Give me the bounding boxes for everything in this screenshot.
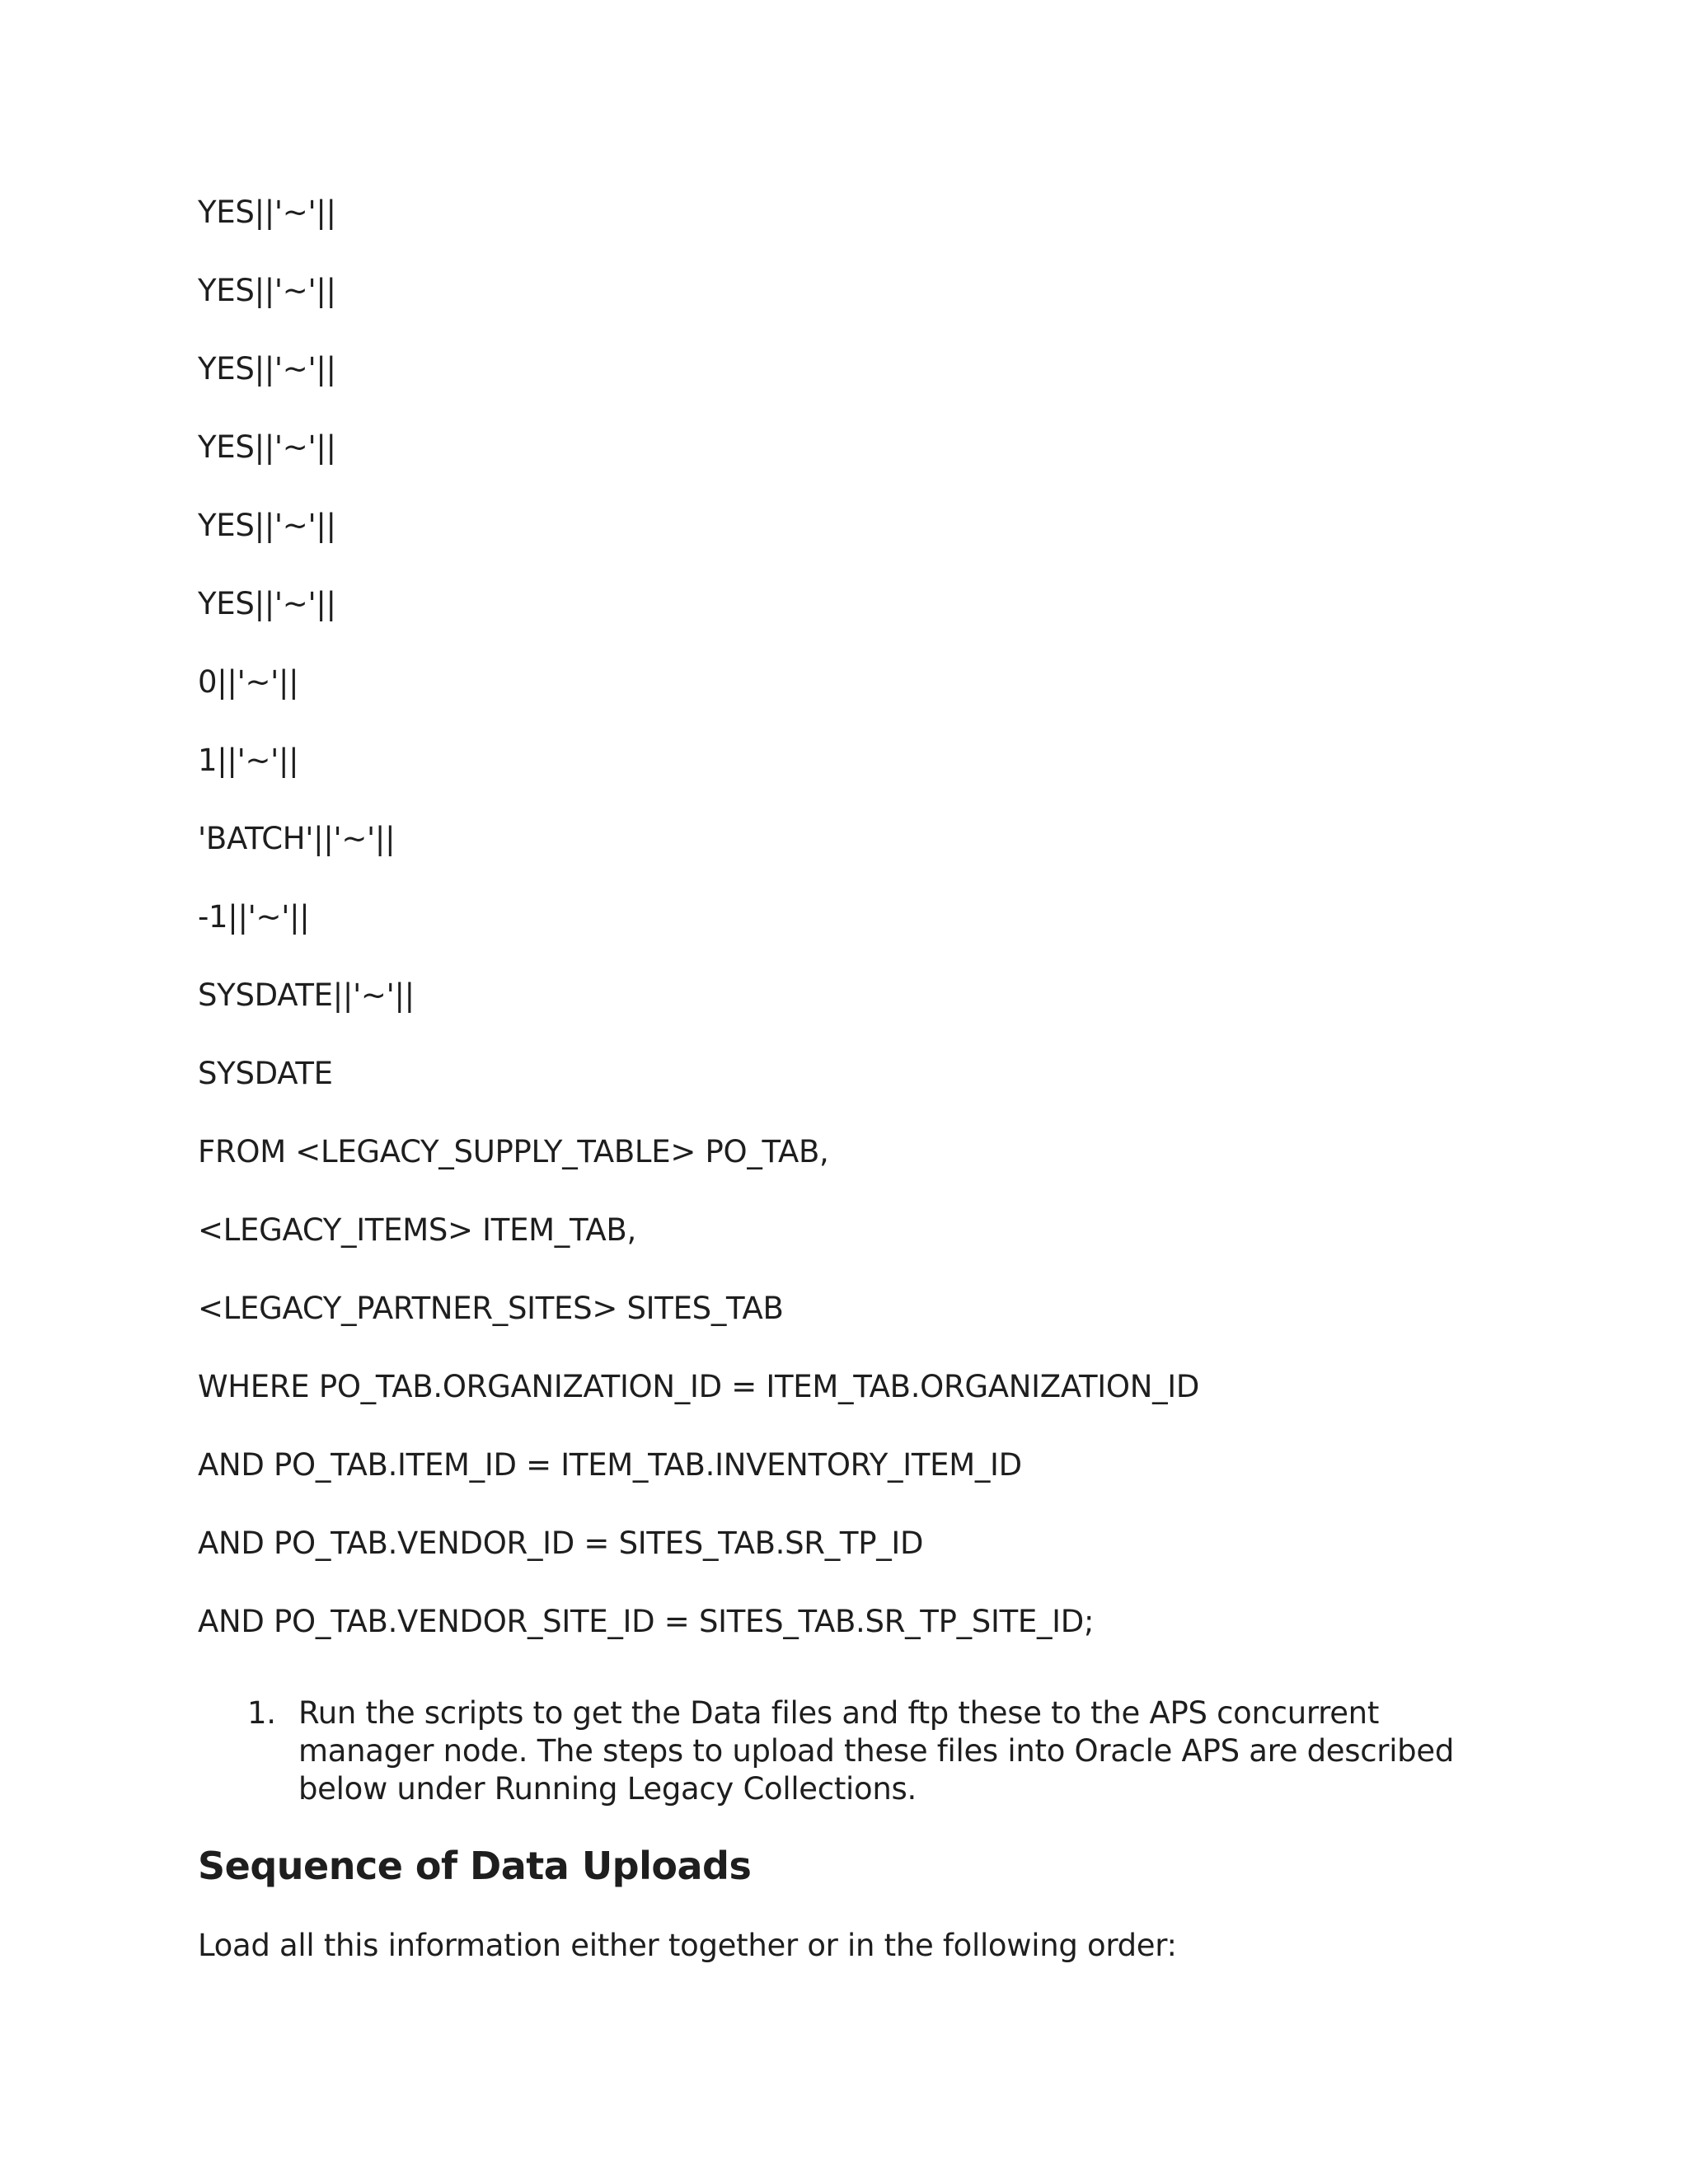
list-item xyxy=(198,1694,1484,1808)
code-line: YES||'~'|| xyxy=(198,273,336,308)
step-number: 1. xyxy=(247,1695,276,1731)
code-line: YES||'~'|| xyxy=(198,586,336,621)
step-text: Run the scripts to get the Data files and ftp these to the APS concurrent manager node. The steps to upload these files into Oracle APS are described below under Running Legacy Collections. xyxy=(298,1695,1455,1807)
code-line: 1||'~'|| xyxy=(198,743,299,778)
section-heading: Sequence of Data Uploads xyxy=(198,1844,752,1888)
code-line: YES||'~'|| xyxy=(198,194,336,230)
code-line: AND PO_TAB.VENDOR_SITE_ID = SITES_TAB.SR_TP_SITE_ID; xyxy=(198,1604,1095,1639)
code-line: -1||'~'|| xyxy=(198,899,310,935)
code-line: 'BATCH'||'~'|| xyxy=(198,821,396,856)
code-line: 0||'~'|| xyxy=(198,664,299,700)
code-line: YES||'~'|| xyxy=(198,429,336,465)
body-paragraph: Load all this information either together or in the following order: xyxy=(198,1928,1177,1963)
code-line: FROM <LEGACY_SUPPLY_TABLE> PO_TAB, xyxy=(198,1134,829,1169)
code-line: YES||'~'|| xyxy=(198,351,336,387)
code-line: WHERE PO_TAB.ORGANIZATION_ID = ITEM_TAB.ORGANIZATION_ID xyxy=(198,1369,1200,1404)
code-line: <LEGACY_PARTNER_SITES> SITES_TAB xyxy=(198,1291,784,1326)
code-line: AND PO_TAB.ITEM_ID = ITEM_TAB.INVENTORY_ITEM_ID xyxy=(198,1447,1022,1483)
code-line: SYSDATE xyxy=(198,1056,333,1091)
numbered-steps-list xyxy=(198,1694,1484,1808)
code-line: AND PO_TAB.VENDOR_ID = SITES_TAB.SR_TP_ID xyxy=(198,1526,924,1561)
code-line: SYSDATE||'~'|| xyxy=(198,977,415,1013)
sql-code-block xyxy=(198,194,1517,1682)
code-line: YES||'~'|| xyxy=(198,508,336,543)
code-line: <LEGACY_ITEMS> ITEM_TAB, xyxy=(198,1212,636,1248)
